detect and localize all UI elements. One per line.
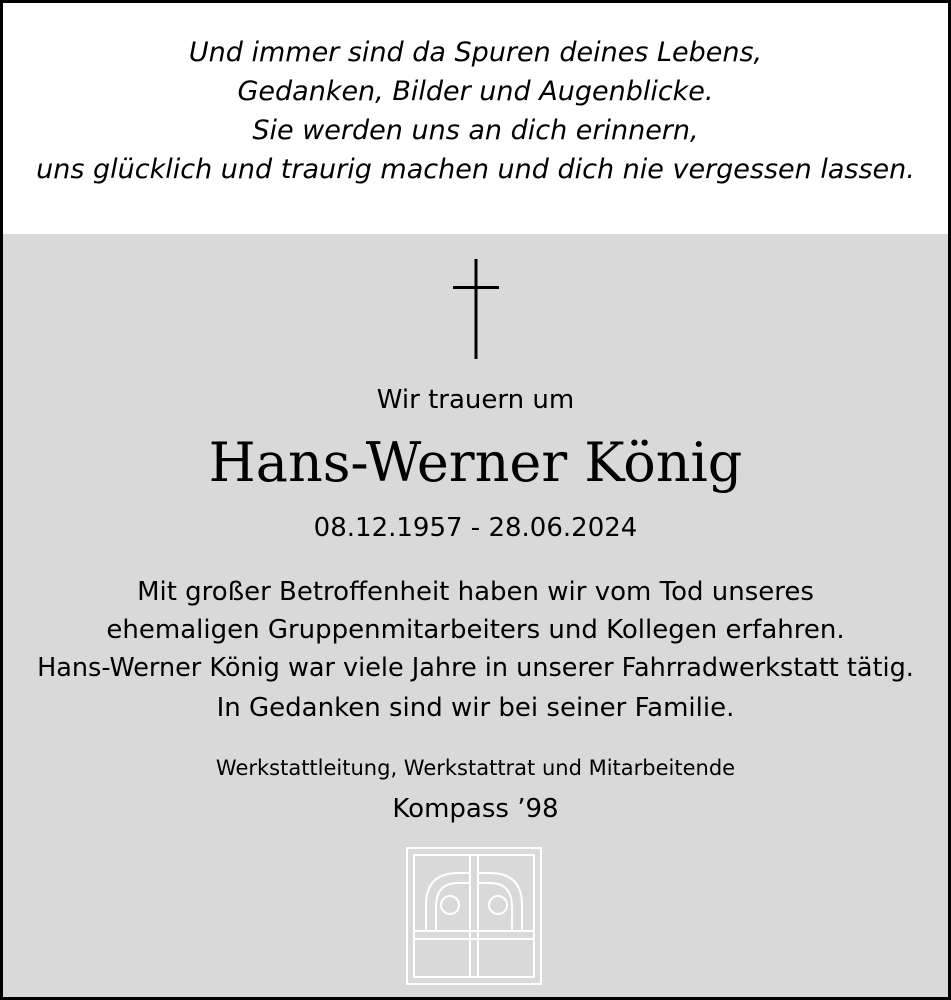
- quote-panel: [3, 3, 948, 234]
- signers: Werkstattleitung, Werkstattrat und Mitarbeitende: [215, 756, 736, 780]
- intro-text: Wir trauern um: [376, 385, 575, 415]
- organization-logo-icon: [406, 847, 542, 985]
- message-line: In Gedanken sind wir bei seiner Familie.: [216, 693, 735, 723]
- deceased-name: Hans-Werner König: [208, 431, 743, 494]
- cross-icon: [453, 259, 499, 359]
- quote-line: uns glücklich und traurig machen und dich nie vergessen lassen.: [36, 154, 915, 185]
- message-line: Mit großer Betroffenheit haben wir vom Tod unseres: [137, 577, 814, 607]
- quote-line: Sie werden uns an dich erinnern,: [252, 115, 699, 146]
- organization-name: Kompass ’98: [392, 794, 559, 824]
- message-line: Hans-Werner König war viele Jahre in unserer Fahrradwerkstatt tätig.: [37, 653, 914, 683]
- life-dates: 08.12.1957 - 28.06.2024: [313, 513, 638, 543]
- quote-line: Und immer sind da Spuren deines Lebens,: [188, 37, 763, 68]
- quote-line: Gedanken, Bilder und Augenblicke.: [237, 76, 714, 107]
- message-line: ehemaligen Gruppenmitarbeiters und Kollegen erfahren.: [106, 615, 845, 645]
